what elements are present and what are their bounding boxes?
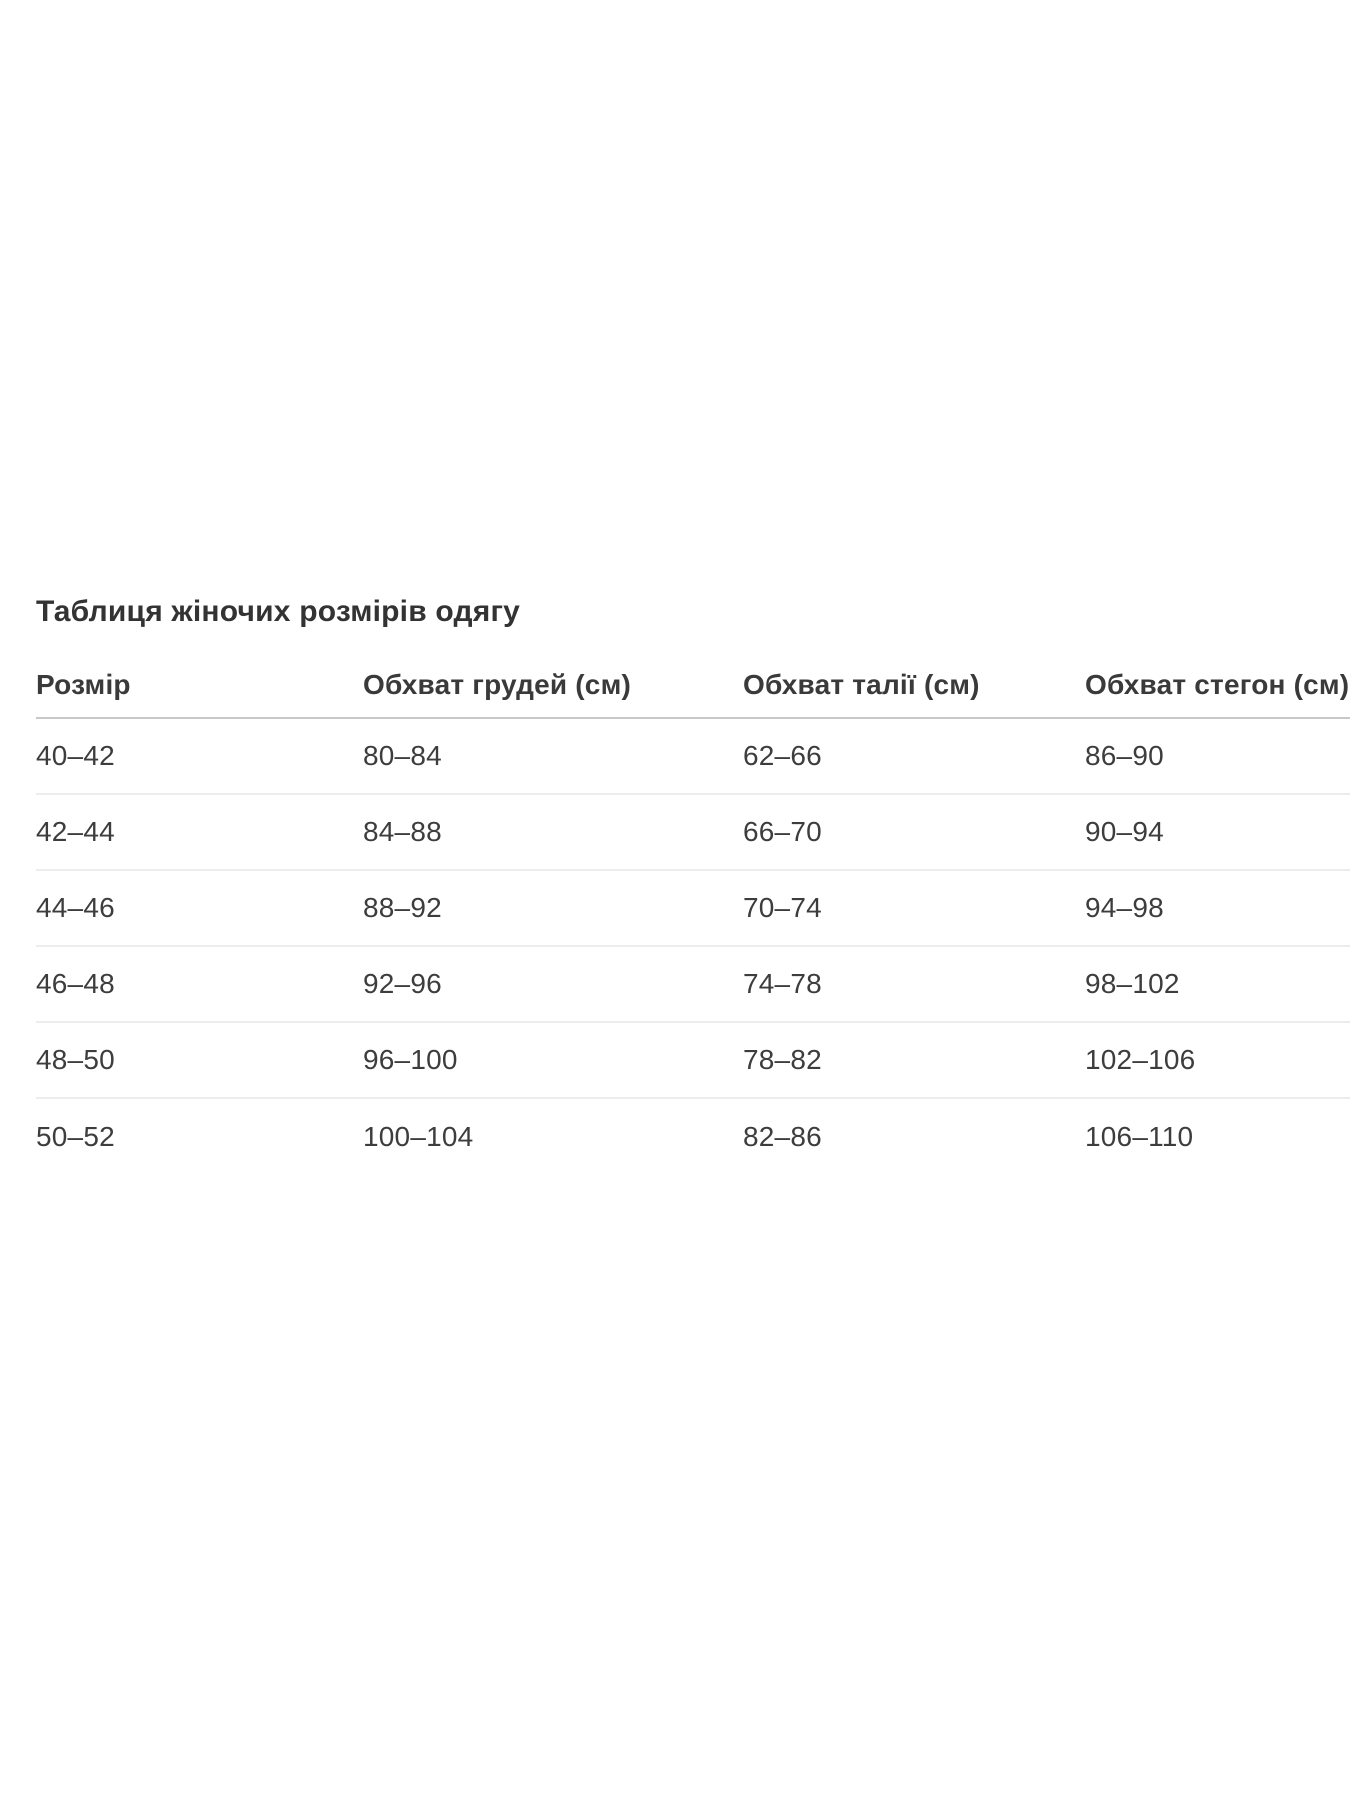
- cell-size: 44–46: [36, 892, 115, 923]
- size-table-body: [36, 718, 1350, 1174]
- column-header-hips: Обхват стегон (см): [1085, 668, 1350, 718]
- column-header-size: Розмір: [36, 668, 363, 718]
- table-row: [36, 794, 1350, 870]
- cell-hips: 102–106: [1085, 1044, 1196, 1075]
- size-table-header: [36, 668, 1350, 718]
- cell-size: 42–44: [36, 816, 115, 847]
- table-row: [36, 946, 1350, 1022]
- cell-size: 48–50: [36, 1044, 115, 1075]
- cell-size: 40–42: [36, 740, 115, 771]
- cell-chest: 84–88: [363, 816, 442, 847]
- cell-hips: 86–90: [1085, 740, 1164, 771]
- cell-waist: 82–86: [743, 1120, 822, 1152]
- size-table: [36, 668, 1350, 1174]
- cell-waist: 78–82: [743, 1044, 822, 1075]
- cell-chest: 80–84: [363, 740, 442, 771]
- cell-chest: 92–96: [363, 968, 442, 999]
- cell-waist: 74–78: [743, 968, 822, 999]
- cell-waist: 66–70: [743, 816, 822, 847]
- cell-hips: 106–110: [1085, 1120, 1194, 1152]
- table-row: [36, 1022, 1350, 1098]
- cell-waist: 62–66: [743, 740, 822, 771]
- table-row: [36, 1098, 1350, 1174]
- cell-chest: 96–100: [363, 1044, 458, 1075]
- cell-chest: 100–104: [363, 1120, 474, 1152]
- cell-hips: 98–102: [1085, 968, 1180, 999]
- cell-chest: 88–92: [363, 892, 442, 923]
- page-title: Таблиця жіночих розмірів одягу: [36, 595, 521, 628]
- header-row: [36, 668, 1350, 718]
- cell-hips: 90–94: [1085, 816, 1164, 847]
- cell-size: 50–52: [36, 1120, 115, 1152]
- cell-waist: 70–74: [743, 892, 822, 923]
- cell-size: 46–48: [36, 968, 115, 999]
- cell-hips: 94–98: [1085, 892, 1164, 923]
- table-row: [36, 870, 1350, 946]
- page-content: [36, 0, 1350, 1174]
- column-header-chest: Обхват грудей (см): [363, 668, 743, 718]
- column-header-waist: Обхват талії (см): [743, 668, 1085, 718]
- table-row: [36, 718, 1350, 794]
